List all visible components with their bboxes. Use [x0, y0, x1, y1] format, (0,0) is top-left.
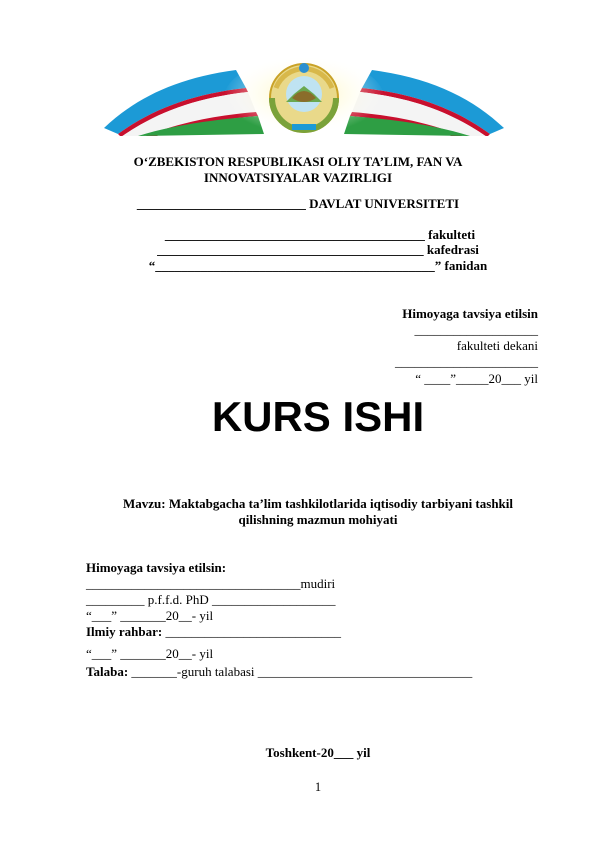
date-line-1: “___” _______20__- yil: [86, 608, 214, 623]
phd-line: _________ p.f.f.d. PhD ___________________: [86, 592, 336, 607]
document-title: KURS ISHI: [211, 393, 425, 440]
coat-of-arms-icon: [270, 63, 338, 132]
ministry-line-2: INNOVATSIYALAR VAZIRLIGI: [203, 170, 393, 185]
student-label: Talaba:: [86, 664, 129, 679]
student-row: [86, 664, 472, 680]
recommend-label: Himoyaga tavsiya etilsin:: [86, 560, 227, 575]
approval-date: “ ____”_____20___ yil: [415, 371, 538, 386]
subject-line: “___________________________________________” fanidan: [148, 258, 488, 273]
advisor-label: Ilmiy rahbar:: [86, 624, 163, 639]
approval-role: fakulteti dekani: [456, 338, 538, 353]
approval-title: Himoyaga tavsiya etilsin: [402, 306, 538, 321]
approval-name-line: ______________________: [395, 354, 538, 369]
department-line: _________________________________________ kafedrasi: [157, 242, 479, 257]
university-line: __________________________ DAVLAT UNIVERSITETI: [136, 196, 460, 211]
ministry-line-1: O‘ZBEKISTON RESPUBLIKASI OLIY TA’LIM, FAN VA: [133, 154, 463, 169]
student-line: _______-guruh talabasi _________________________________: [128, 664, 473, 679]
city-year: Toshkent-20___ yil: [265, 745, 371, 760]
advisor-line: ___________________________: [162, 624, 341, 639]
date-line-2: “___” _______20__- yil: [86, 646, 214, 661]
state-emblem-with-flags: [96, 58, 512, 136]
topic-line-2: qilishning mazmun mohiyati: [238, 512, 398, 527]
approval-signature-line: ___________________: [414, 322, 538, 337]
head-line: _________________________________mudiri: [86, 576, 336, 591]
advisor-row: [86, 624, 341, 640]
page-number: 1: [314, 780, 322, 794]
faculty-line: ________________________________________ fakulteti: [164, 227, 476, 242]
topic-line-1: Mavzu: Maktabgacha ta’lim tashkilotlarida iqtisodiy tarbiyani tashkil: [122, 496, 514, 511]
